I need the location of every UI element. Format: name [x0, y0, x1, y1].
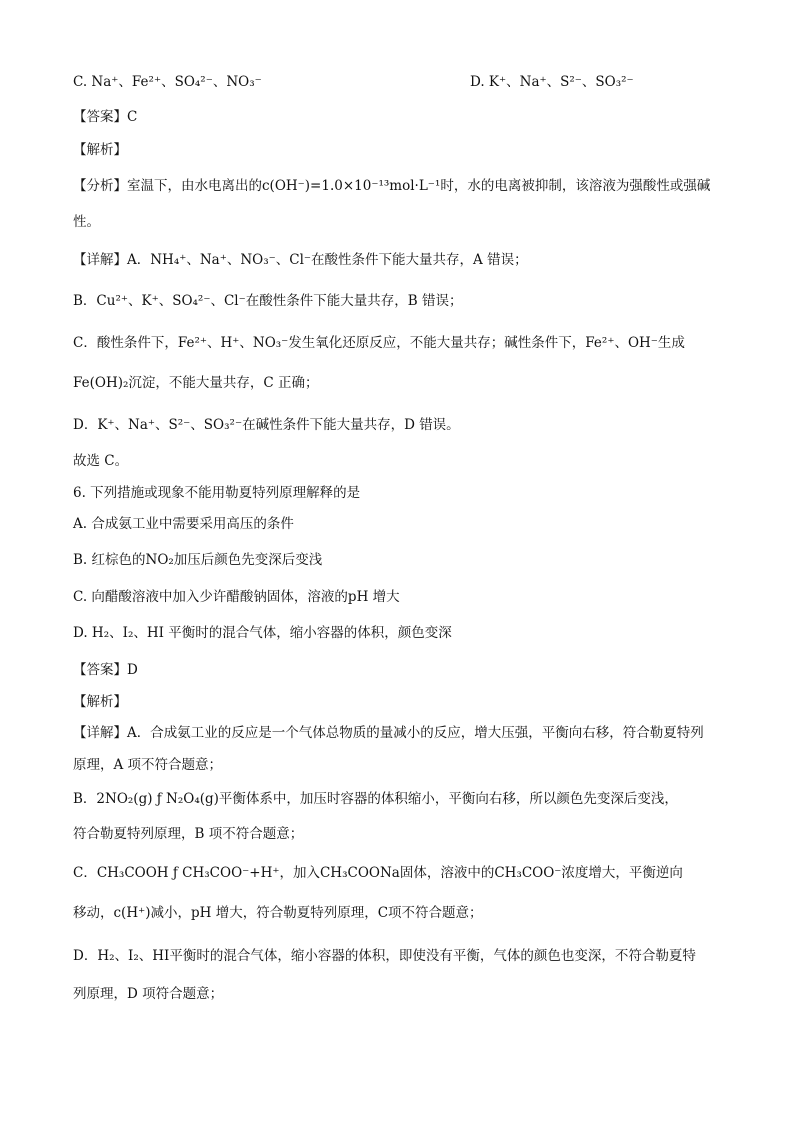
q6-option-b: B. 红棕色的NO₂加压后颜色先变深后变浅 — [73, 552, 323, 568]
q6-analysis-label: 【解析】 — [73, 694, 127, 710]
q6-detail-d2: 列原理，D 项符合题意； — [73, 986, 224, 1002]
q5-detail-c2: Fe(OH)₂沉淀，不能大量共存，C 正确； — [73, 375, 319, 391]
q5-conclusion: 故选 C。 — [73, 453, 129, 469]
q6-option-a: A. 合成氨工业中需要采用高压的条件 — [73, 516, 294, 532]
q5-detail-a: 【详解】A．NH₄⁺、Na⁺、NO₃⁻、Cl⁻在酸性条件下能大量共存，A 错误； — [73, 252, 528, 268]
q5-detail-d: D．K⁺、Na⁺、S²⁻、SO₃²⁻在碱性条件下能大量共存，D 错误。 — [73, 417, 460, 433]
q5-answer: 【答案】C — [73, 109, 138, 125]
q6-detail-a1: 【详解】A．合成氨工业的反应是一个气体总物质的量减小的反应，增大压强，平衡向右移，符合勒夏特列 — [73, 725, 704, 741]
q6-detail-c2: 移动，c(H⁺)减小，pH 增大，符合勒夏特列原理，C项不符合题意； — [73, 905, 483, 921]
q5-detail-b: B．Cu²⁺、K⁺、SO₄²⁻、Cl⁻在酸性条件下能大量共存，B 错误； — [73, 293, 463, 309]
q5-analysis-label: 【解析】 — [73, 142, 127, 158]
q6-detail-b1: B．2NO₂(g) ƒ N₂O₄(g)平衡体系中，加压时容器的体积缩小，平衡向右移，所以颜色先变深后变浅， — [73, 791, 678, 807]
prev-option-d-text: D. K⁺、Na⁺、S²⁻、SO₃²⁻ — [470, 74, 634, 90]
q5-fenxi-line1: 【分析】室温下，由水电离出的c(OH⁻)=1.0×10⁻¹³mol·L⁻¹时，水的电离被抑制，该溶液为强酸性或强碱 — [73, 178, 711, 194]
q6-option-d: D. H₂、I₂、HI 平衡时的混合气体，缩小容器的体积，颜色变深 — [73, 625, 452, 641]
q6-detail-c1: C．CH₃COOH ƒ CH₃COO⁻+H⁺，加入CH₃COONa固体，溶液中的CH₃COO⁻浓度增大，平衡逆向 — [73, 865, 683, 881]
q6-option-c: C. 向醋酸溶液中加入少许醋酸钠固体，溶液的pH 增大 — [73, 589, 400, 605]
q6-detail-b2: 符合勒夏特列原理，B 项不符合题意； — [73, 826, 304, 842]
q6-answer: 【答案】D — [73, 662, 138, 678]
q5-fenxi-line2: 性。 — [73, 214, 100, 230]
q6-stem: 6. 下列措施或现象不能用勒夏特列原理解释的是 — [73, 485, 361, 501]
q6-detail-a2: 原理，A 项不符合题意； — [73, 757, 223, 773]
prev-option-c-text: C. Na⁺、Fe²⁺、SO₄²⁻、NO₃⁻ — [73, 74, 262, 90]
q5-detail-c1: C．酸性条件下，Fe²⁺、H⁺、NO₃⁻发生氧化还原反应，不能大量共存；碱性条件下，Fe²⁺、OH⁻生成 — [73, 335, 685, 351]
q6-detail-d1: D．H₂、I₂、HI平衡时的混合气体，缩小容器的体积，即使没有平衡，气体的颜色也变深，不符合勒夏特 — [73, 948, 696, 964]
option-c-prev — [73, 72, 754, 92]
